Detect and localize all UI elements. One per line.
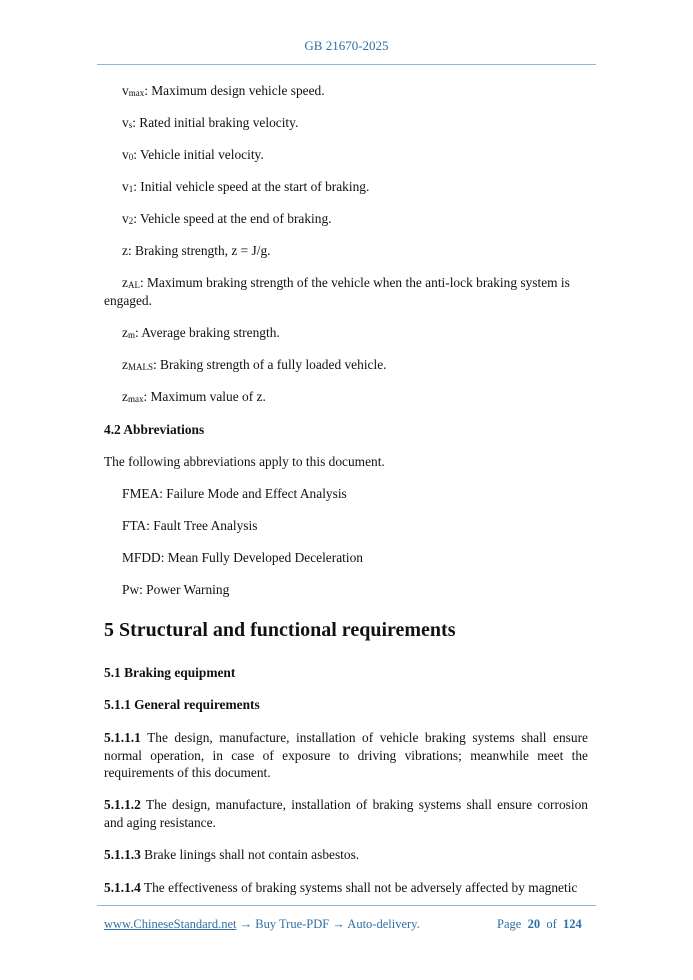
- abbreviation-item: FMEA: Failure Mode and Effect Analysis: [122, 486, 347, 501]
- clause-paragraph: 5.1.1.4 The effectiveness of braking systems shall not be adversely affected by magnetic: [104, 880, 578, 895]
- footer-promo: www.ChineseStandard.net → Buy True-PDF → Auto-delivery.: [104, 917, 420, 931]
- symbol-definition: vmax: Maximum design vehicle speed.: [122, 83, 325, 98]
- symbol-definition: v0: Vehicle initial velocity.: [122, 147, 264, 162]
- symbol-definition: zm: Average braking strength.: [122, 325, 280, 340]
- clause-paragraph: 5.1.1.1 The design, manufacture, installation of vehicle braking systems shall ensure normal operation, in case of exposure to driving vibrations; meanwhile meet the requirements of this document.: [104, 730, 588, 780]
- symbol-definition: z: Braking strength, z = J/g.: [122, 243, 271, 258]
- section-title: 5 Structural and functional requirements: [104, 619, 456, 641]
- abbreviation-item: Pw: Power Warning: [122, 582, 230, 597]
- abbreviation-item: MFDD: Mean Fully Developed Deceleration: [122, 550, 363, 565]
- subsection-heading: 5.1 Braking equipment: [104, 665, 236, 680]
- abbreviations-heading: 4.2 Abbreviations: [104, 422, 205, 437]
- clause-paragraph: 5.1.1.2 The design, manufacture, installation of braking systems shall ensure corrosion and aging resistance.: [104, 797, 588, 830]
- document-id-header: GB 21670-2025: [304, 38, 389, 53]
- abbreviations-intro: The following abbreviations apply to this document.: [104, 454, 385, 469]
- symbol-definition: zmax: Maximum value of z.: [122, 389, 266, 404]
- symbol-definition: v1: Initial vehicle speed at the start of braking.: [122, 179, 370, 194]
- symbol-definition: zAL: Maximum braking strength of the vehicle when the anti-lock braking system is: [122, 275, 570, 290]
- footer-divider: [97, 905, 596, 906]
- page-indicator: Page 20 of 124: [497, 917, 582, 931]
- clause-paragraph: 5.1.1.3 Brake linings shall not contain asbestos.: [104, 847, 360, 862]
- symbol-definition: v2: Vehicle speed at the end of braking.: [122, 211, 332, 226]
- website-link[interactable]: www.ChineseStandard.net: [104, 917, 237, 931]
- symbol-definition: vs: Rated initial braking velocity.: [122, 115, 299, 130]
- abbreviation-item: FTA: Fault Tree Analysis: [122, 518, 258, 533]
- subsection-heading: 5.1.1 General requirements: [104, 697, 260, 712]
- symbol-definition-continuation: engaged.: [104, 293, 152, 308]
- header-divider: [97, 64, 596, 65]
- symbol-definition: zMALS: Braking strength of a fully loaded vehicle.: [122, 357, 387, 372]
